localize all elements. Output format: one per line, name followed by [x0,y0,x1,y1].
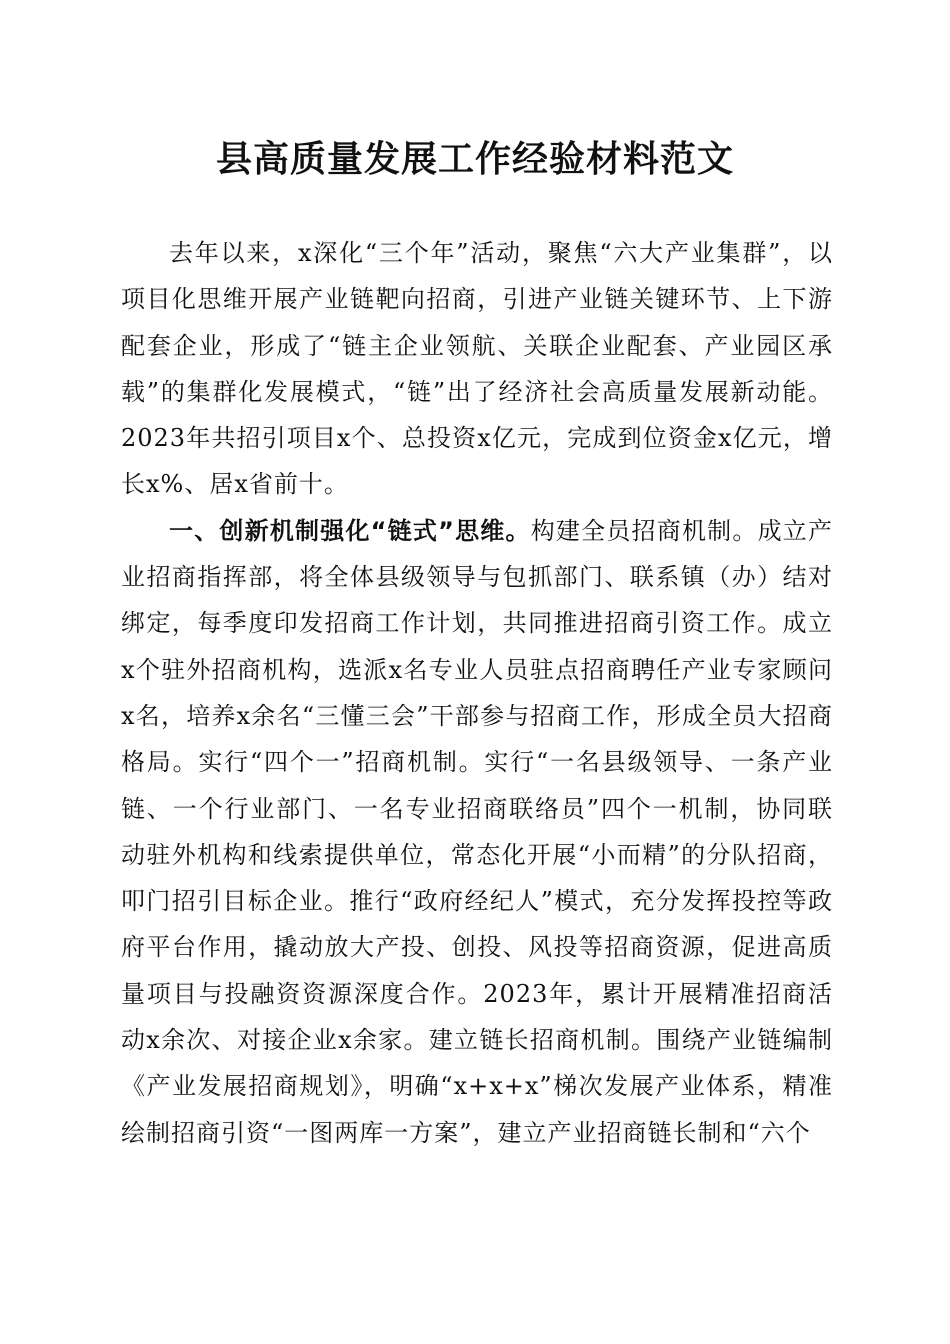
document-title: 县高质量发展工作经验材料范文 [215,138,734,180]
section-one-heading: 一、创新机制强化“链式”思维。 [169,516,531,545]
intro-paragraph [121,230,833,508]
section-one-paragraph [121,508,833,1156]
section-one-text: 构建全员招商机制。成立产业招商指挥部，将全体县级领导与包抓部门、联系镇（办）结对绑定，每季度印发招商工作计划，共同推进招商引资工作。成立x个驻外招商机构，选派x名专业人员驻点招商聘任产业专家顾问x名，培养x余名“三懂三会”干部参与招商工作，形成全员大招商格局。实行“四个一”招商机制。实行“一名县级领导、一条产业链、一个行业部门、一名专业招商联络员”四个一机制，协同联动驻外机构和线索提供单位，常态化开展“小而精”的分队招商，叩门招引目标企业。推行“政府经纪人”模式，充分发挥投控等政府平台作用，撬动放大产投、创投、风投等招商资源，促进高质量项目与投融资资源深度合作。2023年，累计开展精准招商活动x余次、对接企业x余家。建立链长招商机制。围绕产业链编制《产业发展招商规划》，明确“x+x+x”梯次发展产业体系，精准绘制招商引资“一图两库一方案”，建立产业招商链长制和“六个 [121,516,834,1147]
document-body [121,230,833,1156]
intro-paragraph-text: 去年以来，x深化“三个年”活动，聚焦“六大产业集群”，以项目化思维开展产业链靶向招商，引进产业链关键环节、上下游配套企业，形成了“链主企业领航、关联企业配套、产业园区承载”的集群化发展模式，“链”出了经济社会高质量发展新动能。2023年共招引项目x个、总投资x亿元，完成到位资金x亿元，增长x%、居x省前十。 [121,239,833,499]
